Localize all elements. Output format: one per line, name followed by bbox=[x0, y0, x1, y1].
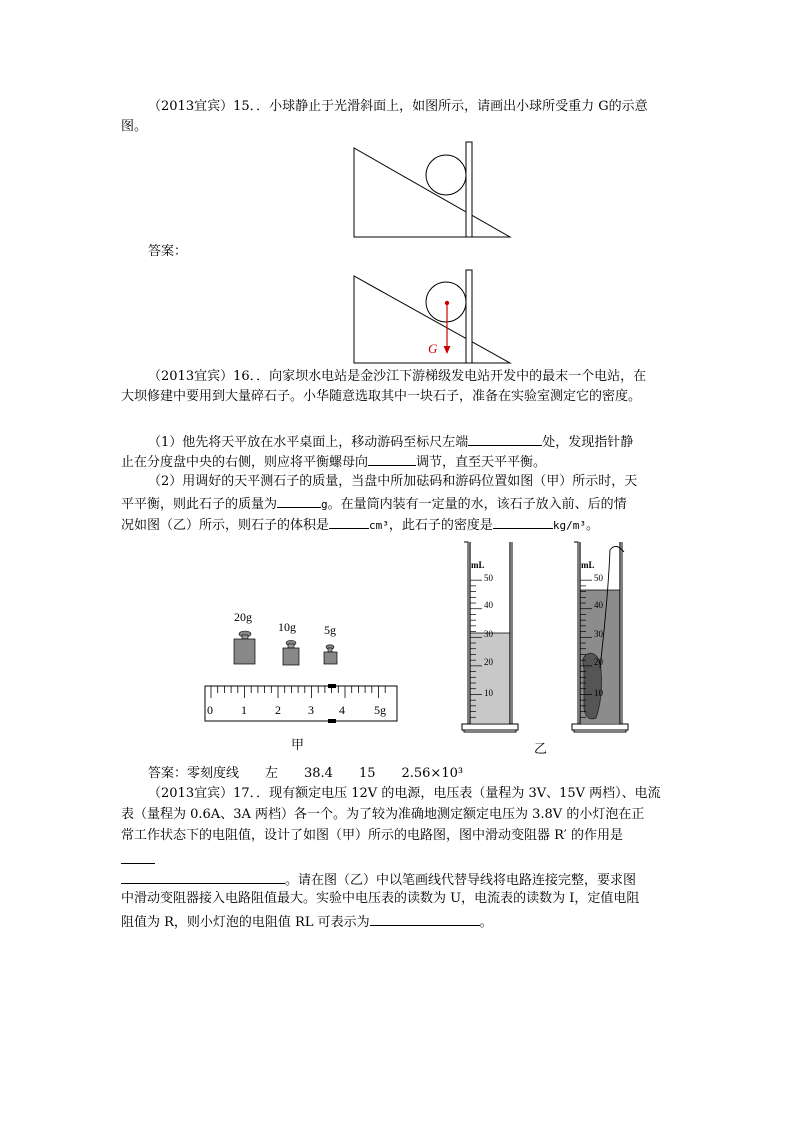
cyl2-label-40: 40 bbox=[594, 600, 603, 610]
scale-label-2: 2 bbox=[275, 703, 281, 717]
q17-line7-end: 。 bbox=[479, 915, 493, 930]
q15-answer-label: 答案： bbox=[148, 244, 188, 259]
cyl2-label-30: 30 bbox=[594, 629, 603, 639]
blank-zero-line[interactable] bbox=[468, 431, 542, 446]
ball bbox=[426, 155, 466, 195]
cyl2-label-10: 10 bbox=[594, 688, 603, 698]
q16-answer: 答案：零刻度线 左 38.4 15 2.56×10³ bbox=[148, 766, 464, 781]
q16-line1: （2013宜宾）16．．向家坝水电站是金沙江下游梯级发电站开发中的最末一个电站，在 bbox=[148, 369, 647, 384]
q17-line2: 表（量程为 0.6A、3A 两档）各一个。为了较为准确地测定额定电压为 3.8V 的小灯泡在正 bbox=[121, 807, 645, 822]
blank-density[interactable] bbox=[493, 514, 553, 529]
q17-line7 bbox=[121, 911, 493, 932]
q17-line1: （2013宜宾）17．．现有额定电压 12V 的电源，电压表（量程为 3V、15V 两档）、电流 bbox=[148, 786, 661, 801]
cyl1-label-10: 10 bbox=[484, 688, 493, 698]
unit-cm3: cm³ bbox=[369, 519, 389, 532]
cyl2-unit: mL bbox=[581, 560, 595, 570]
unit-kg-m3: kg/m³ bbox=[552, 519, 587, 532]
scale-label-5g: 5g bbox=[374, 703, 386, 717]
weight-20g bbox=[234, 631, 255, 664]
q16-part2-line3 bbox=[121, 514, 599, 535]
cyl1-label-50: 50 bbox=[484, 573, 493, 583]
q16-part1-text-c: 止在分度盘中央的右侧，则应将平衡螺母向 bbox=[121, 455, 369, 470]
wall-plate-answer bbox=[466, 270, 472, 363]
cyl1-unit: mL bbox=[471, 560, 485, 570]
q16-part1-text-d: 调节，直至天平平衡。 bbox=[416, 455, 547, 470]
q16-line2: 大坝修建中要用到大量碎石子。小华随意选取其中一块石子，准备在实验室测定它的密度。 bbox=[121, 389, 642, 404]
q16-part1-line2 bbox=[121, 451, 546, 472]
q17-line7-text: 阻值为 R，则小灯泡的电阻值 RL 可表示为 bbox=[121, 915, 370, 930]
rider-bottom bbox=[328, 719, 336, 723]
blank-direction[interactable] bbox=[368, 451, 416, 466]
rider-top bbox=[328, 684, 336, 688]
figure-label-yi: 乙 bbox=[534, 741, 548, 756]
cyl2-label-20: 20 bbox=[594, 657, 603, 667]
incline-figure bbox=[350, 140, 515, 242]
cylinder-after bbox=[572, 542, 628, 732]
cyl2-label-50: 50 bbox=[594, 573, 603, 583]
q16-part2-text-d: 况如图（乙）所示，则石子的体积是 bbox=[121, 518, 330, 533]
q16-part2-text-e: ，此石子的密度是 bbox=[388, 518, 493, 533]
q17-line5-text: 。请在图（乙）中以笔画线代替导线将电路连接完整，要求图 bbox=[285, 873, 637, 888]
weight-label-20g: 20g bbox=[234, 610, 252, 624]
cyl1-label-20: 20 bbox=[484, 657, 493, 667]
q16-part2-text-c: 。在量筒内装有一定量的水，该石子放入前、后的情 bbox=[327, 497, 627, 512]
q16-part2-text-b: 平平衡，则此石子的质量为 bbox=[121, 497, 278, 512]
scale-label-4: 4 bbox=[339, 703, 345, 717]
blank-mass[interactable] bbox=[277, 493, 321, 508]
q16-part1-text-b: 处，发现指针静 bbox=[542, 435, 634, 450]
cylinder-before bbox=[462, 542, 518, 732]
figure-label-jia: 甲 bbox=[291, 737, 305, 752]
scale-label-0: 0 bbox=[207, 703, 213, 717]
q16-part2-line1: （2）用调好的天平测石子的质量，当盘中所加砝码和游码位置如图（甲）所示时，天 bbox=[148, 474, 638, 489]
blank-rheostat-purpose-b[interactable] bbox=[121, 869, 285, 884]
balance-weights-figure bbox=[200, 606, 405, 756]
q17-line6: 中滑动变阻器接入电路阻值最大。实验中电压表的读数为 U，电流表的读数为 I，定值电阻 bbox=[121, 891, 640, 906]
rider-scale-bar bbox=[205, 686, 397, 721]
q16-part2-end: 。 bbox=[586, 518, 600, 533]
unit-g: g bbox=[321, 498, 328, 511]
cyl1-label-40: 40 bbox=[484, 600, 493, 610]
blank-rheostat-purpose-a[interactable] bbox=[121, 849, 155, 864]
gravity-label: G bbox=[428, 341, 438, 356]
q17-line3: 常工作状态下的电阻值，设计了如图（甲）所示的电路图，图中滑动变阻器 R′ 的作用是 bbox=[121, 828, 624, 843]
q17-line4 bbox=[121, 849, 155, 870]
weight-label-10g: 10g bbox=[278, 620, 296, 634]
weight-label-5g: 5g bbox=[324, 623, 336, 637]
scale-label-1: 1 bbox=[241, 703, 247, 717]
q16-part1-text-a: （1）他先将天平放在水平桌面上，移动游码至标尺左端 bbox=[148, 435, 469, 450]
gravity-arrow-head bbox=[444, 346, 451, 354]
graduated-cylinders-figure bbox=[460, 538, 630, 756]
q15-line2: 图。 bbox=[121, 119, 148, 134]
q15-line1: （2013宜宾）15．．小球静止于光滑斜面上，如图所示，请画出小球所受重力 G的示意 bbox=[148, 99, 648, 114]
weight-5g bbox=[324, 645, 337, 664]
blank-volume[interactable] bbox=[329, 514, 369, 529]
cyl1-label-30: 30 bbox=[484, 629, 493, 639]
weight-10g bbox=[283, 640, 299, 665]
scale-label-3: 3 bbox=[308, 703, 314, 717]
q16-part1-line1 bbox=[148, 431, 633, 452]
q17-line5 bbox=[121, 869, 636, 890]
blank-rl-expression[interactable] bbox=[370, 911, 480, 926]
wall-plate bbox=[466, 142, 472, 237]
q16-part2-line2 bbox=[121, 493, 627, 514]
